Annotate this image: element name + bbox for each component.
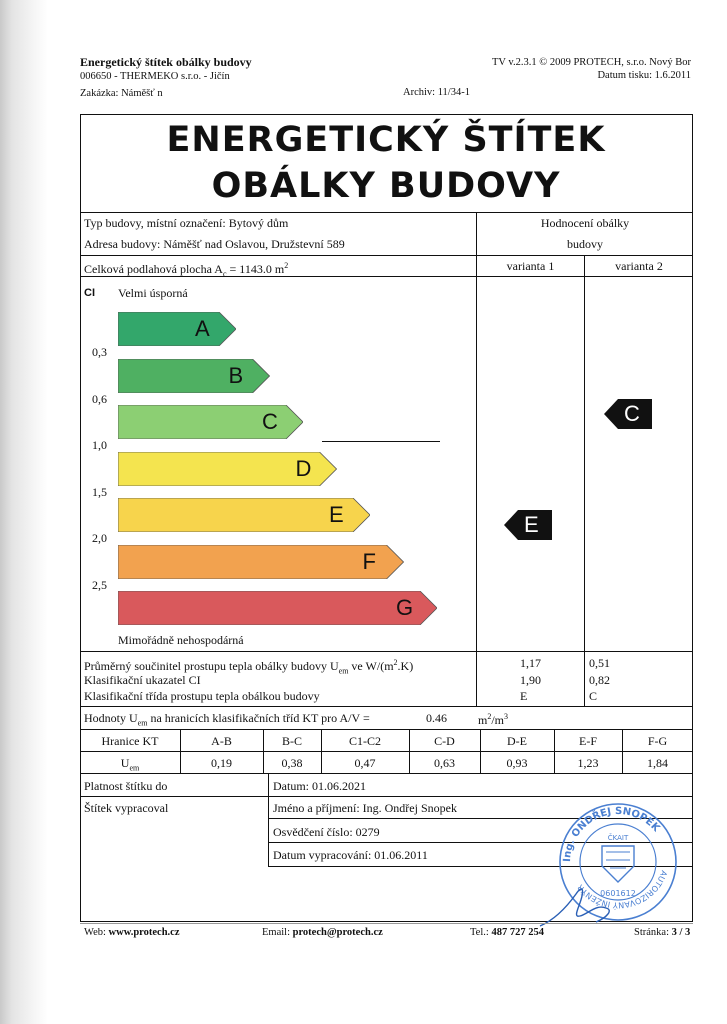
v2-ci: 0,82 bbox=[589, 673, 610, 687]
divider bbox=[476, 212, 477, 706]
footer-web: Web: www.protech.cz bbox=[84, 927, 180, 938]
document-header-left bbox=[80, 56, 252, 100]
authorization-stamp bbox=[556, 800, 680, 924]
stamp-name-text: Ing. ONDŘEJ SNOPEK bbox=[561, 805, 662, 863]
variant2-header: varianta 2 bbox=[615, 259, 663, 273]
limits-text: Hodnoty $U_{em}$ na hranicích klasifikačních tříd KT pro A/V = bbox=[84, 711, 370, 728]
energy-class-letter: B bbox=[228, 363, 244, 388]
limit-class-value: 0,38 bbox=[281, 756, 303, 770]
divider bbox=[584, 255, 585, 706]
validity-label: Platnost štítku do bbox=[84, 779, 168, 793]
divider bbox=[268, 773, 269, 866]
summary-ci: Klasifikační ukazatel CI bbox=[84, 673, 201, 687]
page-edge-shadow bbox=[0, 0, 48, 1024]
v1-uem: 1,17 bbox=[520, 656, 541, 670]
scale-tick-label: 0,6 bbox=[92, 392, 107, 406]
footer-page: Stránka: 3 / 3 bbox=[634, 927, 691, 938]
limit-class-header: F-G bbox=[647, 734, 668, 748]
archive-number: Archiv: 11/34-1 bbox=[403, 87, 470, 98]
doc-title: Energetický štítek obálky budovy bbox=[80, 55, 252, 69]
variant2-class-marker: C bbox=[604, 399, 652, 429]
energy-class-letter: E bbox=[329, 502, 344, 527]
limit-class-value: 0,19 bbox=[211, 756, 232, 770]
limits-row1-label: Hranice KT bbox=[101, 734, 159, 748]
summary-class: Klasifikační třída prostupu tepla obálkou budovy bbox=[84, 689, 320, 703]
energy-class-arrow-c bbox=[118, 405, 303, 439]
variant1-header: varianta 1 bbox=[506, 259, 555, 273]
v1-class: E bbox=[520, 689, 528, 703]
av-value: 0.46 bbox=[426, 711, 447, 725]
class-boundary-line bbox=[322, 441, 440, 442]
print-date: Datum tisku: 1.6.2011 bbox=[597, 70, 691, 81]
av-unit: $m^2/m^3$ bbox=[478, 712, 509, 727]
limit-class-value: 0,63 bbox=[434, 756, 455, 770]
energy-class-letter: F bbox=[362, 549, 376, 574]
footer-email: Email: protech@protech.cz bbox=[262, 927, 383, 938]
limit-class-value: 1,84 bbox=[647, 756, 668, 770]
limit-class-header: C-D bbox=[434, 734, 455, 748]
divider bbox=[80, 255, 477, 256]
company-name: 006650 - THERMEKO s.r.o. - Jičín bbox=[80, 71, 230, 82]
limit-class-value: 0,47 bbox=[354, 756, 376, 770]
stamp-cait: ČKAIT bbox=[607, 834, 629, 842]
label-title-line1: ENERGETICKÝ ŠTÍTEK bbox=[166, 120, 606, 160]
divider bbox=[80, 796, 693, 797]
divider bbox=[80, 212, 693, 213]
v2-class: C bbox=[589, 689, 598, 703]
divider bbox=[80, 706, 693, 707]
summary-uem: Průměrný součinitel prostupu tepla obálky budovy $U_{em}$ ve $W/(m^2.K)$ bbox=[84, 658, 414, 676]
limit-class-value: 1,23 bbox=[577, 756, 599, 770]
document-header-right bbox=[492, 56, 691, 82]
scale-tick-label: 2,0 bbox=[92, 531, 107, 545]
scale-top-label: Velmi úsporná bbox=[118, 286, 188, 300]
stamp-number: 0601612 bbox=[600, 889, 636, 898]
v1-ci: 1,90 bbox=[520, 673, 541, 687]
energy-class-arrow-d bbox=[118, 452, 337, 486]
v2-uem: 0,51 bbox=[589, 656, 610, 670]
building-type: Typ budovy, místní označení: Bytový dům bbox=[84, 216, 289, 230]
limit-class-header: A-B bbox=[211, 734, 232, 748]
software-version: TV v.2.3.1 © 2009 PROTECH, s.r.o. Nový Bor bbox=[491, 57, 691, 68]
scale-tick-label: 2,5 bbox=[92, 578, 107, 592]
rating-header: Hodnocení obálky bbox=[540, 216, 630, 230]
energy-class-letter: D bbox=[295, 456, 312, 481]
limit-class-value: 0,93 bbox=[506, 756, 528, 770]
energy-class-arrow-g bbox=[118, 591, 437, 625]
floor-area: Celková podlahová plocha $A_c = 1143.0$ $m^2$ bbox=[84, 261, 289, 279]
author-date: Datum vypracování: 01.06.2011 bbox=[273, 848, 428, 862]
building-address: Adresa budovy: Náměšť nad Oslavou, Družstevní 589 bbox=[84, 237, 345, 251]
scale-bottom-label: Mimořádně nehospodárná bbox=[118, 633, 244, 647]
limits-row2-label: $U_{em}$ bbox=[120, 756, 140, 773]
scale-tick-label: 0,3 bbox=[92, 345, 107, 359]
author-cert: Osvědčení číslo: 0279 bbox=[273, 825, 380, 839]
energy-class-arrow-e bbox=[118, 498, 370, 532]
energy-class-letter: C bbox=[262, 409, 278, 434]
limit-class-header: E-F bbox=[579, 734, 597, 748]
stamp-sub-text: AUTORIZOVANÝ INŽENÝR bbox=[575, 869, 669, 910]
validity-date: Datum: 01.06.2021 bbox=[273, 779, 366, 793]
limit-class-header: D-E bbox=[507, 734, 527, 748]
divider bbox=[80, 751, 693, 752]
rating-header-2: budovy bbox=[567, 237, 603, 251]
web-link[interactable]: www.protech.cz bbox=[108, 927, 180, 938]
scale-tick-label: 1,0 bbox=[92, 438, 107, 452]
author-label: Štítek vypracoval bbox=[84, 801, 169, 815]
author-name: Jméno a příjmení: Ing. Ondřej Snopek bbox=[273, 801, 457, 815]
label-title-line2: OBÁLKY BUDOVY bbox=[211, 166, 561, 206]
email-link[interactable]: protech@protech.cz bbox=[292, 927, 383, 938]
ci-label: CI bbox=[84, 287, 95, 299]
footer-rule bbox=[80, 923, 693, 924]
limit-class-header: C1-C2 bbox=[348, 734, 381, 748]
scale-tick-label: 1,5 bbox=[92, 485, 107, 499]
limit-class-header: B-C bbox=[281, 734, 302, 748]
energy-class-letter: G bbox=[396, 595, 414, 620]
energy-class-arrow-b bbox=[118, 359, 270, 393]
energy-class-arrow-f bbox=[118, 545, 404, 579]
energy-class-letter: A bbox=[195, 316, 210, 341]
footer-tel: Tel.: 487 727 254 bbox=[470, 927, 544, 938]
divider bbox=[80, 651, 693, 652]
signature-icon bbox=[536, 882, 626, 932]
variant1-class-marker: E bbox=[504, 510, 552, 540]
order-label: Zakázka: Náměšť n bbox=[80, 88, 163, 99]
energy-class-arrow-a bbox=[118, 312, 236, 346]
